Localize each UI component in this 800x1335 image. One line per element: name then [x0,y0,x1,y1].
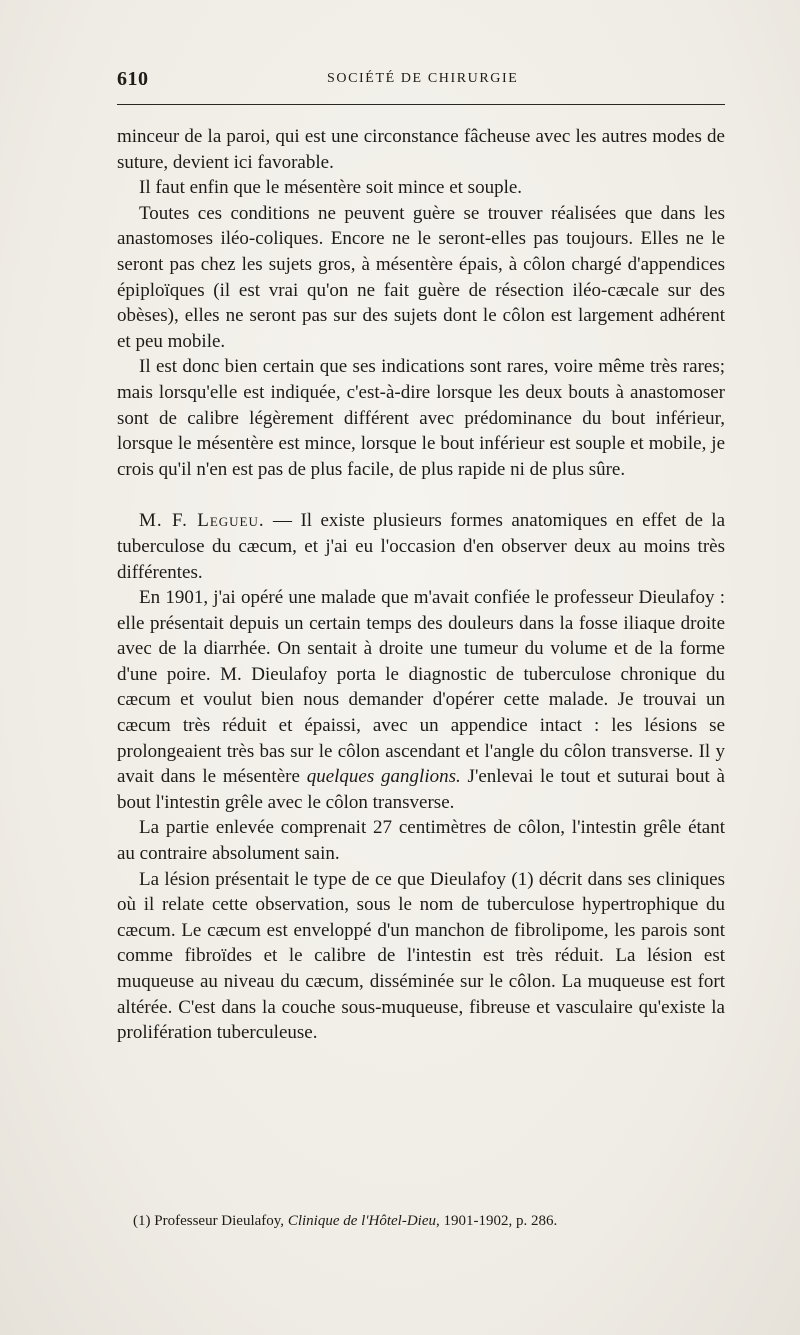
footnote-text-b: , 1901-1902, p. 286. [436,1213,558,1229]
paragraph-6-italic: quelques ganglions. [306,766,461,788]
speaker-name: M. F. Legueu. [139,510,265,532]
paragraph-2: Il faut enfin que le mésentère soit mince et souple. [139,177,523,199]
paragraph-3: Toutes ces conditions ne peuvent guère se trouver réalisées que dans les anastomoses iléo-coliques. Encore ne le seront-elles pas toujours. Elles ne le seront pas chez les sujets gros, à mésentère épais, à côlon chargé d'appendices épiploïques (il est vrai qu'on ne fait guère de résection iléo-cæcale sur des obèses), elles ne seront pas sur des sujets dont le côlon est largement adhérent et peu mobile. [117,202,725,352]
page-header [117,68,725,98]
paragraph-5-text: — Il existe plusieurs formes anatomiques en effet de la tuberculose du cæcum, et j'ai eu l'occasion d'en observer deux au moins très différentes. [117,510,726,583]
paragraph-6 [117,585,725,815]
paragraph-7: La partie enlevée comprenait 27 centimètres de côlon, l'intestin grêle étant au contraire absolument sain. [117,817,725,865]
paragraph-6-text-b: J'enlevai le tout et suturai bout à bout l'intestin grêle avec le côlon transverse. [117,766,725,813]
footnote-title: Clinique de l'Hôtel-Dieu [287,1213,436,1229]
body-text [117,124,725,1046]
paragraph-8: La lésion présentait le type de ce que Dieulafoy (1) décrit dans ses cliniques où il relate cette observation, sous le nom de tuberculose hypertrophique du cæcum. Le cæcum est enveloppé d'un manchon de fibrolipome, les parois sont comme fibroïdes et le calibre de l'intestin est très réduit. La lésion est muqueuse au niveau du cæcum, disséminée sur le côlon. La muqueuse est fort altérée. C'est dans la couche sous-muqueuse, fibreuse et vasculaire qu'existe la prolifération tuberculeuse. [117,868,725,1044]
paragraph-6-text-a: En 1901, j'ai opéré une malade que m'avait confiée le professeur Dieulafoy : elle présentait depuis un certain temps des douleurs dans la fosse iliaque droite avec de la diarrhée. On sentait à droite une tumeur du volume et de la forme d'une poire. M. Dieulafoy porta le diagnostic de tuberculose chronique du cæcum et voulut bien nous demander d'opérer cette malade. Je trouvai un cæcum très réduit et épaissi, avec un appendice intact : les lésions se prolongeaient très bas sur le côlon ascendant et l'angle du côlon transverse. Il y avait dans le mésentère [117,587,725,788]
paragraph-1: minceur de la paroi, qui est une circonstance fâcheuse avec les autres modes de suture, devient ici favorable. [117,126,725,173]
header-rule [117,104,725,105]
footnote-text-a: (1) Professeur Dieulafoy, [133,1213,288,1229]
running-head: SOCIÉTÉ DE CHIRURGIE [327,71,519,86]
paragraph-5 [117,508,725,585]
paragraph-4: Il est donc bien certain que ses indications sont rares, voire même très rares; mais lorsqu'elle est indiquée, c'est-à-dire lorsque les deux bouts à anastomoser sont de calibre légèrement différent avec prédominance du bout inférieur, lorsque le mésentère est mince, lorsque le bout inférieur est souple et mobile, je crois qu'il n'en est pas de plus facile, de plus rapide ni de plus sûre. [117,356,725,480]
page-number: 610 [117,68,149,90]
footnote [133,1211,723,1231]
